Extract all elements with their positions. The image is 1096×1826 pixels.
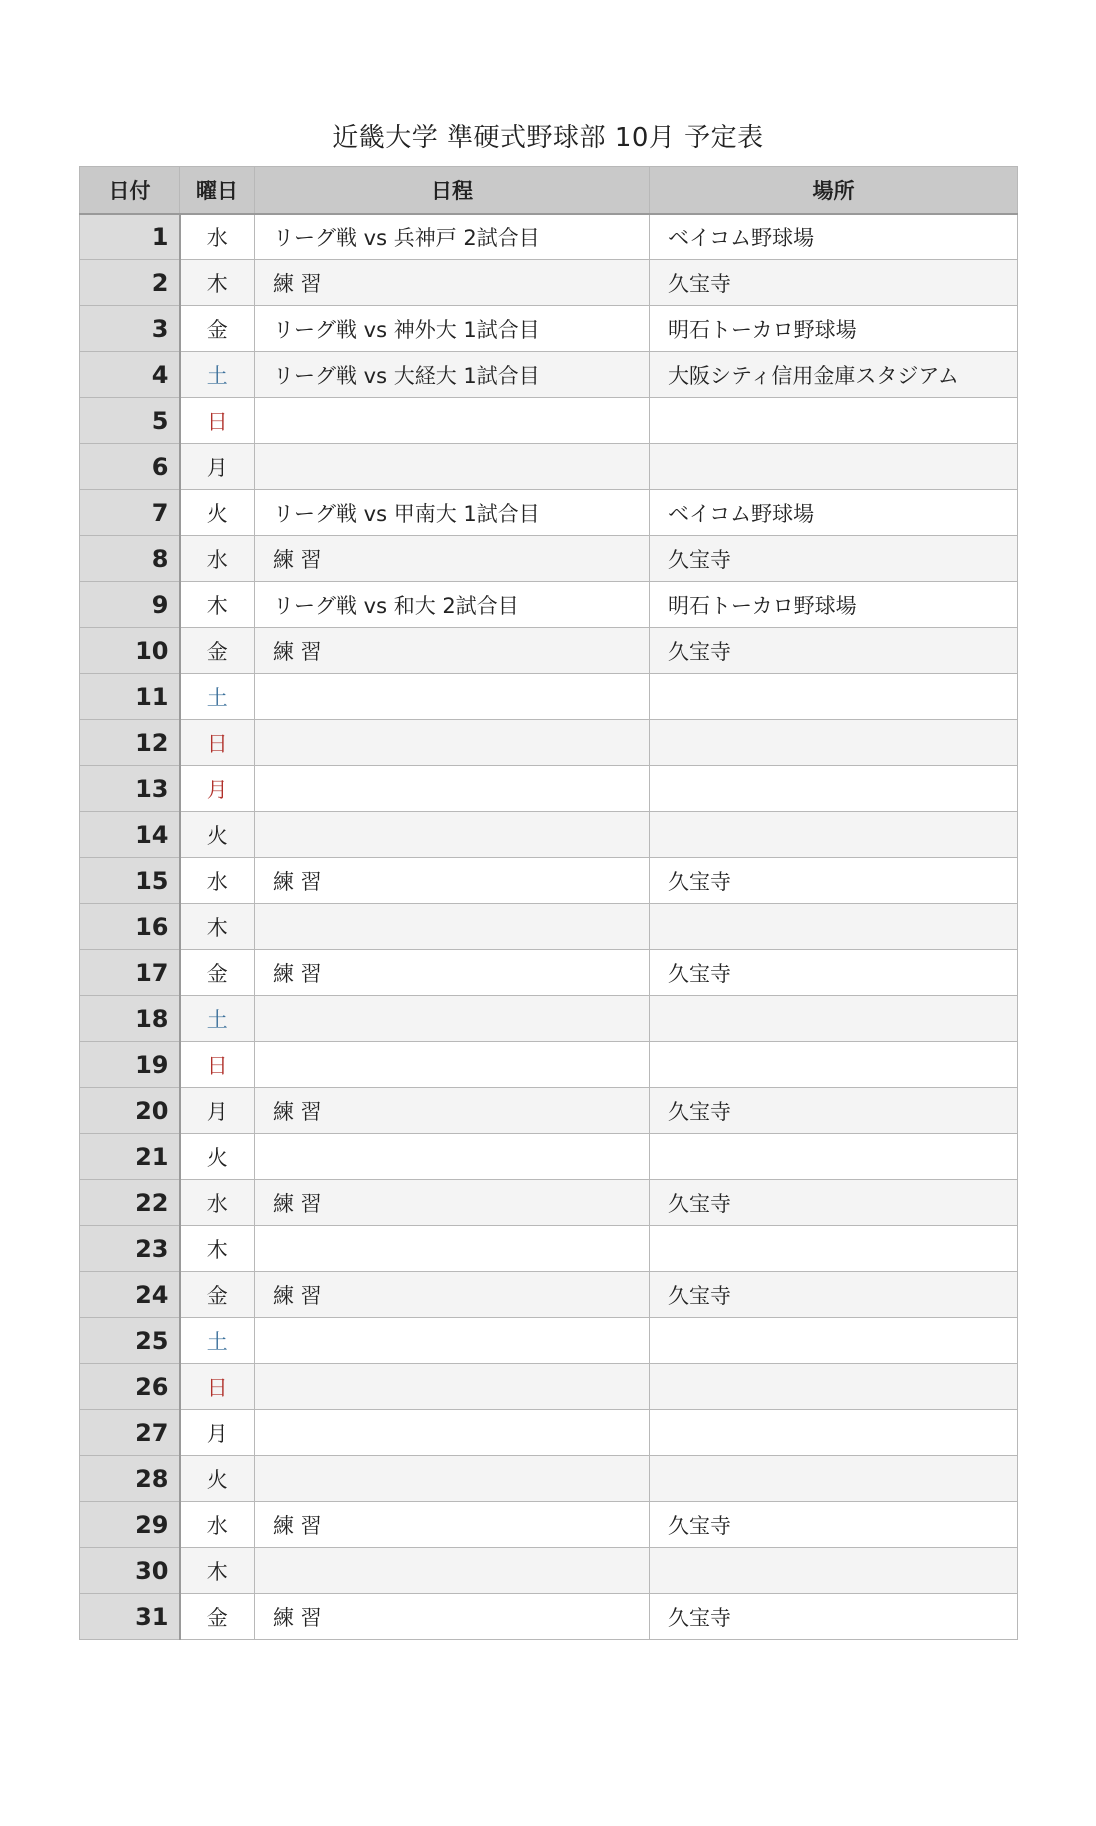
- table-header-row: [80, 167, 1018, 214]
- place-cell: [650, 996, 1018, 1042]
- header-place: 場所: [650, 167, 1018, 214]
- place-cell: 久宝寺: [650, 1180, 1018, 1226]
- table-row: [80, 1318, 1018, 1364]
- schedule-cell: [255, 1410, 650, 1456]
- weekday-cell: 火: [180, 1134, 255, 1180]
- date-cell: 21: [80, 1134, 180, 1180]
- date-cell: 27: [80, 1410, 180, 1456]
- schedule-cell: [255, 1364, 650, 1410]
- schedule-cell: [255, 398, 650, 444]
- date-cell: 29: [80, 1502, 180, 1548]
- table-row: [80, 352, 1018, 398]
- schedule-cell: [255, 766, 650, 812]
- table-row: [80, 1410, 1018, 1456]
- date-cell: 24: [80, 1272, 180, 1318]
- table-row: [80, 260, 1018, 306]
- table-row: [80, 214, 1018, 260]
- place-cell: [650, 1318, 1018, 1364]
- date-cell: 18: [80, 996, 180, 1042]
- date-cell: 3: [80, 306, 180, 352]
- place-cell: 久宝寺: [650, 1594, 1018, 1640]
- place-cell: 久宝寺: [650, 858, 1018, 904]
- date-cell: 2: [80, 260, 180, 306]
- weekday-cell: 火: [180, 1456, 255, 1502]
- weekday-cell: 月: [180, 1410, 255, 1456]
- place-cell: 久宝寺: [650, 1088, 1018, 1134]
- date-cell: 25: [80, 1318, 180, 1364]
- table-row: [80, 1502, 1018, 1548]
- weekday-cell: 水: [180, 858, 255, 904]
- schedule-cell: [255, 720, 650, 766]
- table-row: [80, 674, 1018, 720]
- weekday-cell: 金: [180, 628, 255, 674]
- date-cell: 11: [80, 674, 180, 720]
- date-cell: 23: [80, 1226, 180, 1272]
- date-cell: 22: [80, 1180, 180, 1226]
- weekday-cell: 木: [180, 1226, 255, 1272]
- date-cell: 28: [80, 1456, 180, 1502]
- date-cell: 1: [80, 214, 180, 260]
- table-row: [80, 1088, 1018, 1134]
- place-cell: [650, 1226, 1018, 1272]
- schedule-cell: 練 習: [255, 950, 650, 996]
- table-row: [80, 398, 1018, 444]
- table-row: [80, 1042, 1018, 1088]
- place-cell: ベイコム野球場: [650, 214, 1018, 260]
- date-cell: 10: [80, 628, 180, 674]
- date-cell: 30: [80, 1548, 180, 1594]
- page-title: 近畿大学 準硬式野球部 10月 予定表: [332, 123, 764, 153]
- weekday-cell: 金: [180, 1594, 255, 1640]
- place-cell: [650, 398, 1018, 444]
- schedule-cell: 練 習: [255, 1272, 650, 1318]
- table-row: [80, 1548, 1018, 1594]
- weekday-cell: 金: [180, 1272, 255, 1318]
- place-cell: ベイコム野球場: [650, 490, 1018, 536]
- schedule-cell: 練 習: [255, 536, 650, 582]
- date-cell: 6: [80, 444, 180, 490]
- date-cell: 9: [80, 582, 180, 628]
- place-cell: [650, 766, 1018, 812]
- weekday-cell: 金: [180, 950, 255, 996]
- schedule-cell: リーグ戦 vs 神外大 1試合目: [255, 306, 650, 352]
- place-cell: 明石トーカロ野球場: [650, 306, 1018, 352]
- weekday-cell: 木: [180, 1548, 255, 1594]
- place-cell: 久宝寺: [650, 260, 1018, 306]
- schedule-cell: [255, 1318, 650, 1364]
- place-cell: 久宝寺: [650, 628, 1018, 674]
- schedule-cell: リーグ戦 vs 兵神戸 2試合目: [255, 214, 650, 260]
- schedule-cell: 練 習: [255, 1088, 650, 1134]
- weekday-cell: 火: [180, 490, 255, 536]
- schedule-cell: [255, 1548, 650, 1594]
- weekday-cell: 月: [180, 1088, 255, 1134]
- weekday-cell: 木: [180, 582, 255, 628]
- place-cell: [650, 812, 1018, 858]
- schedule-cell: [255, 674, 650, 720]
- schedule-cell: リーグ戦 vs 和大 2試合目: [255, 582, 650, 628]
- table-body: [80, 214, 1018, 1640]
- schedule-cell: リーグ戦 vs 大経大 1試合目: [255, 352, 650, 398]
- table-row: [80, 766, 1018, 812]
- weekday-cell: 土: [180, 352, 255, 398]
- schedule-cell: 練 習: [255, 858, 650, 904]
- schedule-cell: 練 習: [255, 628, 650, 674]
- schedule-cell: [255, 904, 650, 950]
- weekday-cell: 日: [180, 720, 255, 766]
- date-cell: 12: [80, 720, 180, 766]
- place-cell: 久宝寺: [650, 1272, 1018, 1318]
- place-cell: 大阪シティ信用金庫スタジアム: [650, 352, 1018, 398]
- date-cell: 19: [80, 1042, 180, 1088]
- table-row: [80, 1456, 1018, 1502]
- date-cell: 4: [80, 352, 180, 398]
- schedule-table: [79, 166, 1018, 1640]
- table-row: [80, 1364, 1018, 1410]
- place-cell: [650, 1410, 1018, 1456]
- weekday-cell: 月: [180, 766, 255, 812]
- schedule-cell: [255, 444, 650, 490]
- table-row: [80, 858, 1018, 904]
- table-row: [80, 720, 1018, 766]
- date-cell: 8: [80, 536, 180, 582]
- schedule-cell: 練 習: [255, 1594, 650, 1640]
- header-dow: 曜日: [180, 167, 255, 214]
- weekday-cell: 水: [180, 1180, 255, 1226]
- table-row: [80, 1180, 1018, 1226]
- table-row: [80, 950, 1018, 996]
- weekday-cell: 木: [180, 260, 255, 306]
- schedule-cell: 練 習: [255, 1180, 650, 1226]
- schedule-cell: [255, 1226, 650, 1272]
- place-cell: [650, 1548, 1018, 1594]
- table-row: [80, 812, 1018, 858]
- table-row: [80, 904, 1018, 950]
- header-date: 日付: [80, 167, 180, 214]
- place-cell: 明石トーカロ野球場: [650, 582, 1018, 628]
- weekday-cell: 日: [180, 398, 255, 444]
- date-cell: 16: [80, 904, 180, 950]
- date-cell: 17: [80, 950, 180, 996]
- header-schedule: 日程: [255, 167, 650, 214]
- schedule-cell: [255, 1134, 650, 1180]
- place-cell: 久宝寺: [650, 1502, 1018, 1548]
- date-cell: 26: [80, 1364, 180, 1410]
- place-cell: [650, 1042, 1018, 1088]
- place-cell: [650, 444, 1018, 490]
- schedule-cell: [255, 996, 650, 1042]
- date-cell: 14: [80, 812, 180, 858]
- date-cell: 7: [80, 490, 180, 536]
- table-row: [80, 996, 1018, 1042]
- weekday-cell: 水: [180, 1502, 255, 1548]
- weekday-cell: 日: [180, 1042, 255, 1088]
- table-row: [80, 444, 1018, 490]
- weekday-cell: 土: [180, 674, 255, 720]
- date-cell: 5: [80, 398, 180, 444]
- table-row: [80, 1226, 1018, 1272]
- place-cell: 久宝寺: [650, 536, 1018, 582]
- table-row: [80, 1594, 1018, 1640]
- weekday-cell: 金: [180, 306, 255, 352]
- schedule-cell: リーグ戦 vs 甲南大 1試合目: [255, 490, 650, 536]
- schedule-cell: [255, 1456, 650, 1502]
- table-row: [80, 490, 1018, 536]
- table-row: [80, 536, 1018, 582]
- weekday-cell: 土: [180, 1318, 255, 1364]
- place-cell: [650, 1364, 1018, 1410]
- weekday-cell: 木: [180, 904, 255, 950]
- weekday-cell: 火: [180, 812, 255, 858]
- weekday-cell: 水: [180, 214, 255, 260]
- table-row: [80, 628, 1018, 674]
- table-row: [80, 582, 1018, 628]
- date-cell: 31: [80, 1594, 180, 1640]
- table-row: [80, 306, 1018, 352]
- weekday-cell: 日: [180, 1364, 255, 1410]
- place-cell: [650, 1456, 1018, 1502]
- place-cell: 久宝寺: [650, 950, 1018, 996]
- table-row: [80, 1134, 1018, 1180]
- place-cell: [650, 904, 1018, 950]
- schedule-cell: [255, 1042, 650, 1088]
- schedule-cell: [255, 812, 650, 858]
- weekday-cell: 月: [180, 444, 255, 490]
- table-row: [80, 1272, 1018, 1318]
- place-cell: [650, 674, 1018, 720]
- weekday-cell: 土: [180, 996, 255, 1042]
- schedule-cell: 練 習: [255, 1502, 650, 1548]
- schedule-cell: 練 習: [255, 260, 650, 306]
- date-cell: 20: [80, 1088, 180, 1134]
- place-cell: [650, 1134, 1018, 1180]
- place-cell: [650, 720, 1018, 766]
- date-cell: 13: [80, 766, 180, 812]
- weekday-cell: 水: [180, 536, 255, 582]
- date-cell: 15: [80, 858, 180, 904]
